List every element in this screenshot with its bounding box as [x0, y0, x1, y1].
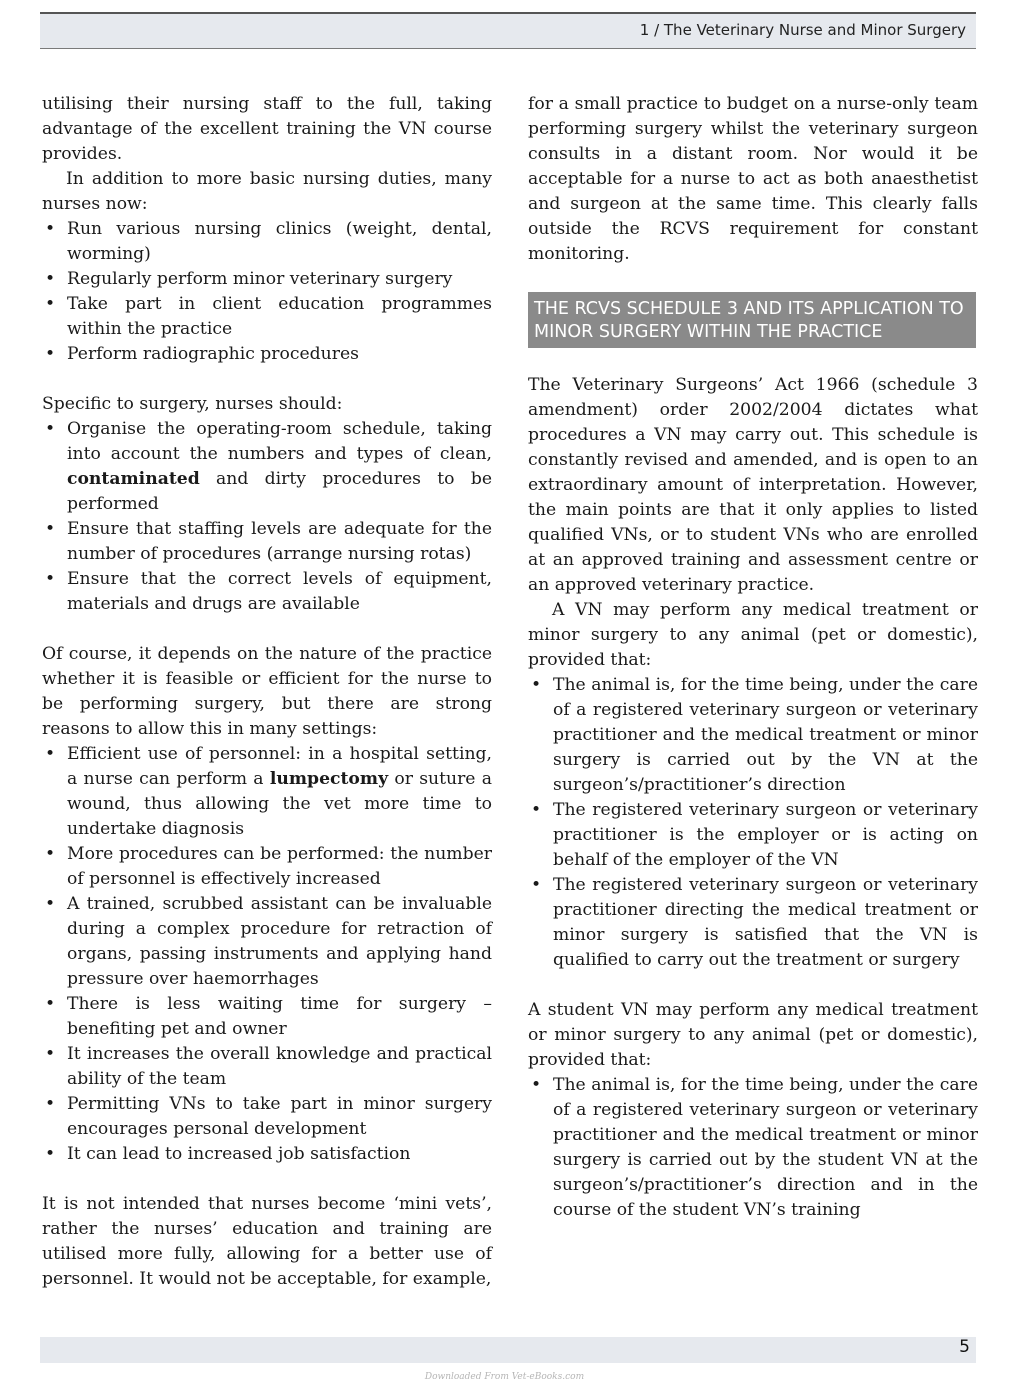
- text-run: Organise the operating-room schedule, taking into account the numbers and types of clean,: [67, 419, 492, 464]
- list-item: • Ensure that staffing levels are adequate for the number of procedures (arrange nursing rotas): [42, 517, 492, 567]
- text-run: and dirty procedures to be performed: [67, 469, 492, 514]
- bullet-list-student-conditions: [528, 1073, 978, 1223]
- left-column: [42, 92, 492, 1292]
- list-item: • More procedures can be performed: the number of personnel is effectively increased: [42, 842, 492, 892]
- glossary-term: lumpectomy: [269, 769, 389, 789]
- list-item: • There is less waiting time for surgery – benefiting pet and owner: [42, 992, 492, 1042]
- text-run: Efficient use of personnel: in a hospital setting, a nurse can perform a: [67, 744, 492, 789]
- watermark: Downloaded From Vet-eBooks.com: [424, 1372, 585, 1382]
- list-item: • The animal is, for the time being, under the care of a registered veterinary surgeon or veterinary practitioner and the medical treatment or minor surgery is carried out by the student VN at the surgeon’s/practitioner’s direction and in the course of the student VN’s training: [528, 1073, 978, 1223]
- paragraph: A VN may perform any medical treatment or minor surgery to any animal (pet or domestic), provided that:: [528, 600, 978, 670]
- header-band: [40, 12, 976, 49]
- paragraph: Specific to surgery, nurses should:: [42, 394, 343, 414]
- paragraph: Of course, it depends on the nature of the practice whether it is feasible or efficient for the nurse to be performing surgery, but there are strong reasons to allow this in many settings:: [42, 644, 492, 739]
- list-item: • It increases the overall knowledge and practical ability of the team: [42, 1042, 492, 1092]
- section-heading: THE RCVS SCHEDULE 3 AND ITS APPLICATION TO MINOR SURGERY WITHIN THE PRACTICE: [528, 292, 976, 348]
- list-item: • The registered veterinary surgeon or veterinary practitioner is the employer or is acting on behalf of the employer of the VN: [528, 798, 978, 873]
- list-item: • It can lead to increased job satisfaction: [42, 1142, 492, 1167]
- running-head: 1 / The Veterinary Nurse and Minor Surgery: [639, 21, 966, 39]
- list-item: • Run various nursing clinics (weight, dental, worming): [42, 217, 492, 267]
- glossary-term: contaminated: [67, 469, 200, 489]
- paragraph: A student VN may perform any medical treatment or minor surgery to any animal (pet or domestic), provided that:: [528, 1000, 978, 1070]
- bullet-list-reasons: [42, 742, 492, 1167]
- paragraph: The Veterinary Surgeons’ Act 1966 (schedule 3 amendment) order 2002/2004 dictates what procedures a VN may carry out. This schedule is constantly revised and amended, and is open to an extraordinary amount of interpretation. However, the main points are that it only applies to listed qualified VNs, or to student VNs who are enrolled at an approved training and assessment centre or an approved veterinary practice.: [528, 375, 978, 595]
- list-item: [42, 417, 492, 517]
- right-column: [528, 92, 978, 1223]
- bullet-list-vn-conditions: [528, 673, 978, 973]
- list-item: • Take part in client education programmes within the practice: [42, 292, 492, 342]
- list-item: [42, 742, 492, 842]
- paragraph: for a small practice to budget on a nurse-only team performing surgery whilst the veterinary surgeon consults in a distant room. Nor would it be acceptable for a nurse to act as both anaesthetist and surgeon at the same time. This clearly falls outside the RCVS requirement for constant monitoring.: [528, 94, 978, 264]
- bullet-list-surgery-duties: [42, 417, 492, 617]
- list-item: • The animal is, for the time being, under the care of a registered veterinary surgeon or veterinary practitioner and the medical treatment or minor surgery is carried out by the VN at the surgeon’s/practitioner’s direction: [528, 673, 978, 798]
- list-item: • Regularly perform minor veterinary surgery: [42, 267, 492, 292]
- list-item: • Permitting VNs to take part in minor surgery encourages personal development: [42, 1092, 492, 1142]
- bullet-list-nursing-duties: [42, 217, 492, 367]
- paragraph: utilising their nursing staff to the full, taking advantage of the excellent training the VN course provides.: [42, 94, 492, 164]
- list-item: • Ensure that the correct levels of equipment, materials and drugs are available: [42, 567, 492, 617]
- list-item: • A trained, scrubbed assistant can be invaluable during a complex procedure for retraction of organs, passing instruments and applying hand pressure over haemorrhages: [42, 892, 492, 992]
- footer-band: [40, 1337, 976, 1363]
- list-item: • The registered veterinary surgeon or veterinary practitioner directing the medical treatment or minor surgery is satisfied that the VN is qualified to carry out the treatment or surgery: [528, 873, 978, 973]
- text-run: or suture a wound, thus allowing the vet more time to undertake diagnosis: [67, 769, 492, 839]
- list-item: • Perform radiographic procedures: [42, 342, 492, 367]
- paragraph: It is not intended that nurses become ‘mini vets’, rather the nurses’ education and training are utilised more fully, allowing for a better use of personnel. It would not be acceptable, for example,: [42, 1194, 492, 1289]
- page-number: 5: [959, 1337, 970, 1357]
- paragraph: In addition to more basic nursing duties, many nurses now:: [42, 169, 492, 214]
